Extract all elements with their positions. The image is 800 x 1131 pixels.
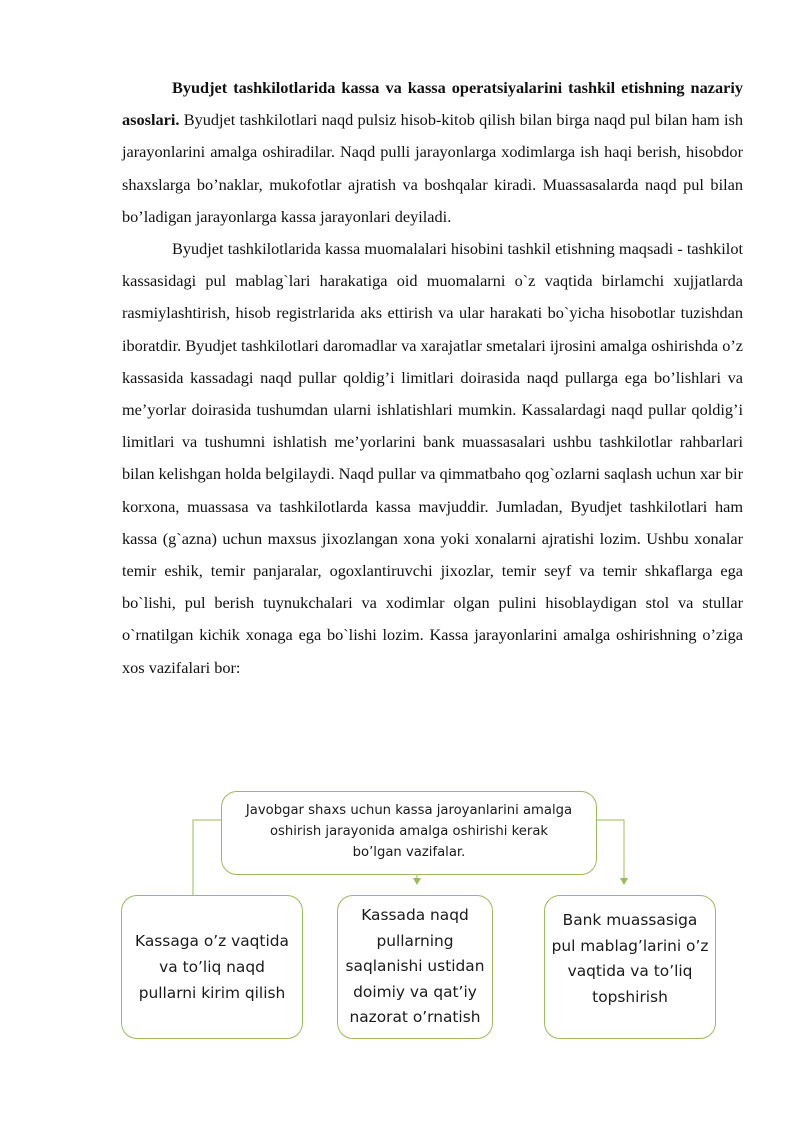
connector-right — [597, 820, 624, 880]
section-heading: Byudjet tashkilotlarida kassa va kassa operatsiyalarini tashkil etishning nazariy asoslari. — [122, 78, 743, 130]
diagram-root-box: Javobgar shaxs uchun kassa jaroyanlarini amalga oshirish jarayonida amalga oshirishi kerak bo’lgan vazifalar. — [221, 791, 597, 875]
arrow-right-icon — [620, 878, 628, 885]
arrow-middle-icon — [413, 878, 421, 885]
diagram-box-middle: Kassada naqd pullarning saqlanishi ustidan doimiy va qat’iy nazorat o’rnatish — [337, 895, 493, 1039]
document-body — [122, 72, 743, 684]
connector-left — [193, 820, 221, 908]
diagram-box-right: Bank muassasiga pul mablag’larini o’z vaqtida va to’liq topshirish — [544, 895, 716, 1039]
diagram-box-left: Kassaga o’z vaqtida va to’liq naqd pullarni kirim qilish — [121, 895, 303, 1039]
paragraph-1 — [122, 72, 743, 233]
paragraph-2: Byudjet tashkilotlarida kassa muomalalari hisobini tashkil etishning maqsadi - tashkilot kassasidagi pul mablag`lari harakatiga oid muomalarni o`z vaqtida birlamchi xujjatlarda rasmiylashtirish, hisob registrlarida aks ettirish va ular harakati bo`yicha hisobotlar tuzishdan iboratdir. Byudjet tashkilotlari daromadlar va xarajatlar smetalari ijrosini amalga oshirishda o’z kassasida kassadagi naqd pullar qoldig’i limitlari doirasida naqd pullarga ega bo’lishlari va me’yorlar doirasida tushumdan ularni ishlatishlari mumkin. Kassalardagi naqd pullar qoldig’i limitlari va tushumni ishlatish me’yorlarini bank muassasalari ushbu tashkilotlar rahbarlari bilan kelishgan holda belgilaydi. Naqd pullar va qimmatbaho qog`ozlarni saqlash uchun xar bir korxona, muassasa va tashkilotlarda kassa mavjuddir. Jumladan, Byudjet tashkilotlari ham kassa (g`azna) uchun maxsus jixozlangan xona yoki xonalarni ajratishi lozim. Ushbu xonalar temir eshik, temir panjaralar, ogoxlantiruvchi jixozlar, temir seyf va temir shkaflarga ega bo`lishi, pul berish tuynukchalari va xodimlar olgan pulini hisoblaydigan stol va stullar o`rnatilgan kichik xonaga ega bo`lishi lozim. Kassa jarayonlarini amalga oshirishning o’ziga xos vazifalari bor: — [122, 239, 743, 677]
paragraph-1-text: Byudjet tashkilotlari naqd pulsiz hisob-kitob qilish bilan birga naqd pul bilan ham ish jarayonlarini amalga oshiradilar. Naqd pulli jarayonlarga xodimlarga ish haqi berish, hisobdor shaxslarga bo’naklar, mukofotlar ajratish va boshqalar kiradi. Muassasalarda naqd pul bilan bo’ladigan jarayonlarga kassa jarayonlari deyiladi. — [122, 110, 743, 226]
arrow-left-icon — [189, 906, 197, 913]
